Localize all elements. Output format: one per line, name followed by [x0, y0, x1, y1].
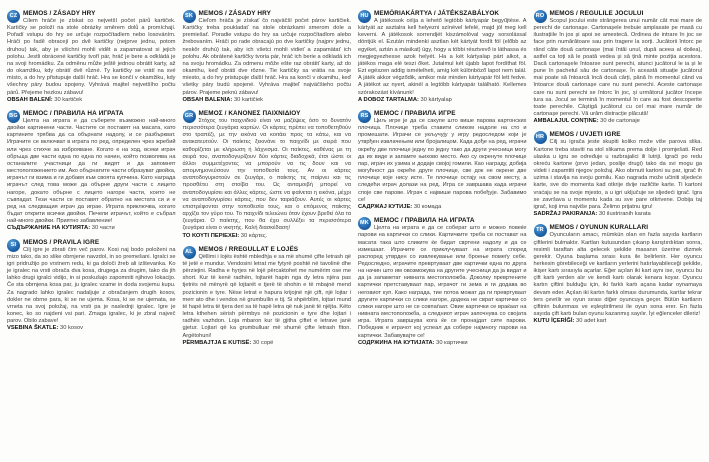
section-title-rs: МЕМОС / ПРАВИЛА ИГРЕ — [374, 110, 456, 118]
contents-value-si: 30 kosov — [60, 325, 84, 332]
section-body-sk: Cieľom hráča je získať čo najväčší počet párov kartičiek. Kartičky treba poukladať na stole obrázkami smerom dole a premiešať. Poradie vstupu do hry sa určuje rozpočítadlom alebo žrebovaním. Hráči po rade obracajú po dve kartičky (najprv jednu, neskôr druhú) tak, aby ich všetci mohli vidieť a zapamätať ich polohu. Ak obrátené kartičky tvoria pár, hráč ich berie a odkladá ich na svoju hromádku. Za odmenu môže ešte raz obrátiť karty, až do okamihu, keď obráti dve rôzne. Tie kartičky sa vrátia na svoje miesto, a do hry pristupuje ďalší hráč. Hra sa končí v okamihu, keď všetky páry budú spojené. Vyhráva majiteľ najväčšieho počtu párov. Prajeme peknú zábavu! — [182, 18, 351, 96]
contents-label-ro: AMBALAJUL CONȚINE: — [533, 118, 599, 125]
rules-section-gr — [183, 109, 352, 240]
section-title-ro: MEMOS / REGULILE JOCULUI — [549, 10, 644, 17]
column-4 — [534, 9, 703, 456]
contents-line-sk — [183, 97, 352, 104]
section-body-al: Qëllimi i lojës është mbledhja e sa më shumë çifte letrash që të jetë e mundur. Vendosini letrat me fytyrë poshtë në tavolinë dhe përziejini. Radha e hyrjes në lojë përcaktohet me numërim ose me short. Kur të kenë radhën, lojtarët hapin nga dy letra njëra pas tjetrës në mënyrë që lojtarët e tjerë të shohin e të mbajnë mend pozicionin e tyre. Nëse letrat e hapura krijojnë një çift, një lojtar i merr ato dhe i vendos në grumbullin e tij. Si shpërblim, lojtari mund të hapë letra të tjera deri sa të hapë letra që nuk janë të njëjta. Këto letra kthehen sërish përmbys në pozicionin e tyre dhe lojtari i radhës vazhdon. Loja mbaron kur të gjitha çiftet e letrave janë gjetur. Lojtari që ka grumbulluar më shumë çifte letrash fiton. Argëtohuni! — [182, 253, 351, 339]
section-title-bg: МЕМОС / ПРАВИЛА НА ИГРАТА — [23, 110, 124, 118]
lang-badge-gr-icon: GR — [183, 110, 196, 123]
contents-value-hu: 30 kártyalap — [420, 96, 452, 103]
section-body-cz: Cílem hráče je získat co nejvetší počet párů kartiček. Kartičky se položí na stole obrázky směrem dolů a promíchají. Pořadí vstupu do hry se určuje rozpočítadlem nebo losováním. Hráči po řadě obracejí po dvě kartičky (nejprve jednu, potom druhou) tak, aby je všichni mohli vidět a zapamatovat si jejich polohu. Jestli obrácené kartičky tvoří pár, hráč je bere a odkládá je na svoji hromádku. Za odměnu může ještě jednou obrátit karty, až do okamžiku, kdy obrátí dvě různé. Ty kartičky se vrátí na své místo, a do hry přistupuje další hráč. Hra se končí v okamžiku, kdy všechny páry budou spojeny. Vyhrává majitel nejvetšího počtu párů. Přejeme hezkou zábavu! — [7, 18, 176, 96]
rules-section-cz — [7, 9, 176, 104]
lang-badge-mk-icon: MK — [358, 217, 371, 230]
contents-value-bg: 30 части — [91, 225, 115, 232]
lang-badge-tr-icon: TR — [534, 224, 547, 237]
section-body-tr: Oyuncuların amacı, mümkün olan en fazla sayıda kartların çiftlerini bulmaktır. Kartları kutusundan çıkarıp karıştırdıktan sonra, resimli taraftan alta gelecek şekilde masanın üzerine dizmek gerekir. Oyuna başlama sırası kura ile belirlenir. Her oyuncu herkesin görebileceği ve kartların yerlerini hatırlayabileceği şekilde, ikişer kartı sırasıyla açarlar. Eğer açılan iki kart aynı ise, oyuncu bu çift kartı yerden alır ve kendi kartı olarak kenara koyar. Oyuncu kartın çiftini bulduğu için, iki farklı kartı açana kadar oynamaya devam eder. Açılan iki kartın farklı olması durumunda, kartlar tekrar ters çevrilir ve oyun sırası diğer oyuncuya geçer. Bütün kartların çiftinin bulunması ve eşleştirilmesi ile oyun sona erer. En fazla sayıda çift kartı bulan oyunu kazanmış sayılır. İyi eğlenceler dileriz! — [533, 232, 702, 318]
contents-value-rs: 30 комада — [413, 203, 442, 210]
rules-section-mk — [358, 216, 527, 347]
lang-badge-si-icon: SI — [7, 239, 20, 252]
contents-line-ro — [534, 118, 703, 125]
contents-label-al: PËRMBAJTJA E KUTISË: — [182, 339, 252, 346]
section-body-hr: Cilj su igrača jeste skupiti koliko može više parova slika. Kartone treba staviti na stol slikama prema dolje i promješati. Red ulaska u igru se određuje u razbrajalici ili lutriji. Igrači po redu okreću kartone (prvo jedan, poslije drugi) tako da svi mogu ga videti i zapamtiti njegov položaj. Ako obrnuti kartoni su par, igrač ih uzima i stavlja na svoju gomilu. Kao nagrada može učiniti sljedeće karte, sve do momenta kad otkrije dvije različite karte. Ti kartoni vraćaju se na svoje mjesto, a u igri uključuje se sljedeći igrač. Igra se završava u momentu kada su sve pare otkrivene. Dobija taj igrač, koji ima najviše para. Želimo prijatnu igru! — [533, 139, 702, 210]
lang-badge-hu-icon: HU — [358, 10, 371, 23]
section-title-cz: MEMOS / ZÁSADY HRY — [23, 10, 96, 17]
rules-section-al — [183, 245, 352, 347]
contents-label-bg: СЪДЪРЖАНИЕ НА КУТИЯТА: — [7, 225, 91, 232]
column-3 — [358, 9, 527, 456]
lang-badge-bg-icon: BG — [7, 110, 20, 123]
contents-line-hu — [358, 97, 527, 104]
contents-label-mk: СОДРЖИНА НА КУТИЈАТА: — [358, 339, 435, 346]
lang-badge-rs-icon: RS — [358, 110, 371, 123]
contents-value-hr: 30 ilustriranih karata — [598, 211, 651, 218]
contents-value-al: 30 copë — [252, 339, 274, 346]
contents-label-tr: KUTU İÇERİĞİ: — [533, 318, 575, 325]
contents-value-gr: 30 κάρτες. — [240, 232, 268, 239]
lang-badge-sk-icon: SK — [183, 10, 196, 23]
section-body-gr: Στόχος του παιχνιδιού είναι να μαζέψεις όσο το δυνατόν περισσότερα ζευγάρια καρτών. Οι κάρτες πρέπει να τοποθετηθούν στο τραπέζι, με την εικόνα να κοιτάει προς τα κάτω, και να ανακατευτούν. Οι παίκτες ξεκινάνε το παιχνίδι με σειρά που καθορίζεται με κλήρωση ή λάχνισμα. Οι παίκτες, καθένας με τη σειρά του, αναποδογυρίζουν δύο κάρτες διαδοχικά, έτσι ώστε οι άλλοι συμμετέχοντες να μπορούν να τις δουν και να απομνημονεύσουν την τοποθεσία τους. Αν οι κάρτες αναποδογυριστούν σε ζευγάρι, ο παίκτης τις παίρνει και τις προσθέτει στη στοίβα του. Ως ανταμοιβή μπορεί να αναποδογυρίσει και άλλες κάρτες, ώστε να φαίνεται η εικόνα, μέχρι να αναποδογυρίσει κάρτες, που δεν ταιριάζουν. Αυτές οι κάρτες επιστρέφονται στην τοποθεσία τους, και ο επόμενος παίκτης αρχίζει τον γύρο του. Το παιχνίδι τελειώνει όταν έχουν βρεθεί όλα τα ζευγάρια. Ο παίκτης, που θα έχει συλλέξει τα περισσότερα ζευγάρια είναι ο νικητής. Καλή διασκέδαση! — [182, 118, 351, 232]
contents-line-mk — [358, 340, 527, 347]
section-body-ro: Scopul jocului este strângerea unui număr cât mai mare de perechi de cartonașe. Cartonașele trebuie amplasate pe masă cu ilustrațiile în jos și apoi se amestecă. Ordinea de intrare în joc se face prin numărătoare sau prin tragere la sorți. Jucătorii întorc pe rând câte două cartonașe (mai întâi unul, după aceea al doilea), astfel ca toți să le poată vedea și să țină minte poziția acestora. Dacă cartonașele întoarse sunt perechi, atunci jucătorul le ia și le pune în pachetul său de cartonașe. În această situație jucătorul mai poate să întoarcă încă două cărți, până în momentul când va întoarce două cartonașe care nu sunt perechi. Aceste cartonașe care nu sunt perechi se întorc în joc, și următorul jucător începe tura sa. Jocul se termină în momentul în care au fost descoperite toate perechile. Câștigă jucătorul cu cel mai mare număr de cartonașe perechi. Vă urăm distracție plăcută! — [533, 18, 702, 118]
contents-line-cz — [7, 97, 176, 104]
contents-label-cz: OBSAH BALENÍ: — [7, 96, 53, 103]
section-body-hu: A játékosok célja a lehető legtöbb kártyapár begyűjtése. A kártyát az asztalra kell helyezni színével lefelé, majd jól meg kell keverni. A játékosok sorrendjét kiszámolóval vagy sorsolással döntjük el. Ezután mindenki asztlan két kártyát fordít föl (előbb az egyiket, aztán a másikat) úgy, hogy a többi résztvevő is láthassa és megjegyezhesse azok helyét. Ha a két kártyalap párt alkot, a játékos maga elé teszi őket. Jutalmul két újabb lapot fordíthat föl. Ezt egészen addig ismételheti, amíg két különböző lapot nem talál. A játék akkor végződik, amikor már minden kártyapár föl lett fedve. A játékot az nyert, akinél a legtöbb kártyapár található. Kellemes szórakozást kívánunk! — [358, 18, 527, 96]
contents-line-si — [7, 325, 176, 332]
section-title-si: MEMOS / PRAVILA IGRE — [23, 238, 100, 246]
section-title-tr: MEMOS / OYUNUN KURALLARI — [549, 224, 649, 232]
section-title-hr: MEMOS / UVJETI IGRE — [549, 131, 621, 139]
section-title-sk: MEMOS / ZÁSADY HRY — [198, 10, 271, 17]
section-title-mk: МЕМОС / ПРАВИЛА НА ИГРАТА — [374, 217, 475, 225]
contents-value-tr: 30 adet kart — [576, 318, 607, 325]
contents-value-ro: 30 de cartonaje — [600, 118, 640, 125]
section-title-hu: MEMÓRIAKÁRTYA / JÁTÉKSZABÁLYOK — [374, 10, 500, 17]
section-body-rs: Циљ игре је да се сакупе што више парова картонских плочица. Плочице треба ставити сликом надоле на сто и промешати. Играчи се укључују у игру редоследом који је утврђен извлачењем или бројалицом. Када дође на ред, играчи окрећу две плочице једну по једну тако да други учесници могу да их виде и запамте њихово место. Ако су окренуте плочице пар, играч их узима и додаје својој гомили. Као награду, добија могућност да окреће друге плочице, све док не окрене две плочице које нису исте. Те плочице остају на свом месту, а следећи играч долази на ред. Игра се завршава када играчи споје све парове. Играч с највише парова побеђује. Забавимо се! — [358, 118, 527, 203]
contents-label-gr: ΤΟ ΚΟΥΤΙ ΠΕΡΙΕΧΕΙ: — [182, 232, 240, 239]
contents-label-si: VSEBINA ŠKATLE: — [7, 325, 59, 332]
section-body-bg: Целта на играта е да съберете възможно най-много двойки картинени части. Частите се поставят на масата, като картините трябва да са обърнати надолу, и се разбъркват. Играчите се включват в играта по ред, определен чрез жребий или чрез стихче за изброяване. Когато е на ход, всеки играч обръща две части една по една по начин, който позволява на останалите участници да ги видят и да запомнят местоположението им. Ако обърнатите части образуват двойка, играчът ги взима и ги добавя към своята купчина. Като награда играчът след това може да обърне други части с лицето нагоре, докато обърне с лицето нагоре части, които не съвпадат. Тези части се поставят обратно на местата си и е ред на следващия играч да играе. Играта приключва, когато бъдат открити всички двойки. Печели играчът, който е събрал най-много двойки. Приятно забавление! — [7, 118, 176, 225]
column-1 — [7, 9, 176, 456]
rules-section-sk — [183, 9, 352, 104]
contents-label-sk: OBSAH BALENIA: — [182, 96, 233, 103]
rules-section-hu — [358, 9, 527, 104]
contents-line-gr — [183, 233, 352, 240]
contents-label-hu: A DOBOZ TARTALMA: — [358, 96, 419, 103]
rules-section-si — [7, 238, 176, 333]
contents-line-al — [183, 340, 352, 347]
rules-section-ro — [534, 9, 703, 125]
section-body-mk: Целта на играта е да се соберат што е можно повеќе парови на картички со слики. Картичките треба се постават на масата така што сликите ќе бидат свртени надолу и да се измешаат. Играчите се приклучуваат на играта според распоред утврден со извлекување или броење помеѓу себе. Редоследно, играчите превртуваат две картички една по друга на начин што им овозможува на другите учесници да ја видат и да ја запаметат нивната местоположба. Доколку превртените картички претставуваат пар, играчот ги зема и ги додава во неговиот куп. Како награда, тие потоа можат да ги превртуваат другите картички со слики нагоре, додека не сврат картички со слики нагоре што не се совпаѓаат. Овие картички се враќаат на нивната местоположба, а следниот играч започнува со својата игра. Играта завршува кога ќе се пронајдат сите парови. Победник е играчот кој успеал да собере најмногу парови на картички. Забавувајте се! — [358, 225, 527, 339]
section-title-al: MEMOS / RREGULLAT E LOJËS — [198, 245, 299, 253]
contents-line-hr — [534, 211, 703, 218]
contents-value-sk: 30 kartičiek — [233, 96, 264, 103]
column-2 — [183, 9, 352, 456]
lang-badge-cz-icon: CZ — [7, 10, 20, 23]
contents-label-rs: САДРЖАЈ КУТИЈЕ: — [358, 203, 413, 210]
contents-value-mk: 30 картички — [436, 339, 468, 346]
rules-section-hr — [534, 130, 703, 218]
rules-section-tr — [534, 223, 703, 325]
section-title-gr: ΜΕΜΟΣ / ΚΑΝΟΝΕΣ ΠΑΙΧΝΙΔΙΟΥ — [198, 110, 301, 118]
lang-badge-hr-icon: HR — [534, 131, 547, 144]
contents-label-hr: SADRŽAJ PAKIRANJA: — [533, 211, 598, 218]
rules-section-bg — [7, 109, 176, 233]
lang-badge-ro-icon: RO — [534, 10, 547, 23]
rules-section-rs — [358, 109, 527, 211]
contents-line-tr — [534, 318, 703, 325]
section-body-si: Cilj igre je zbrati čim več parov. Kosi naj bodo položeni na mizo tako, da so slike obrnjene navzdol, in so premešani. Igralci se igri pridružijo po vrstnem redu, ki ga določi žreb ali izštevanka. Ko je igralec na vrsti obrača dva kosa, drugega za drugim, tako da jih lahko drugi igralci vidijo, in si poskušajo zapomniti njihovo lokacijo. Če sta obrnjena kosa par, ju igralec vzame in doda svojemu kupu. Za nagrado lahko igralec nadaljuje z obračanjem drugih kosov, dokler ne obrne para, ki se ne ujema. Kosa, ki se ne ujemata, se vrneta na svoj položaj, na vrsti pa je naslednji igralec. Igre je konec, ko so najdeni vsi pari. Zmaga igralec, ki je zbral največ parov. Obilo zabave! — [7, 246, 176, 325]
contents-line-rs — [358, 204, 527, 211]
contents-line-bg — [7, 225, 176, 232]
lang-badge-al-icon: AL — [183, 246, 196, 259]
contents-value-cz: 30 kartiček — [54, 96, 83, 103]
